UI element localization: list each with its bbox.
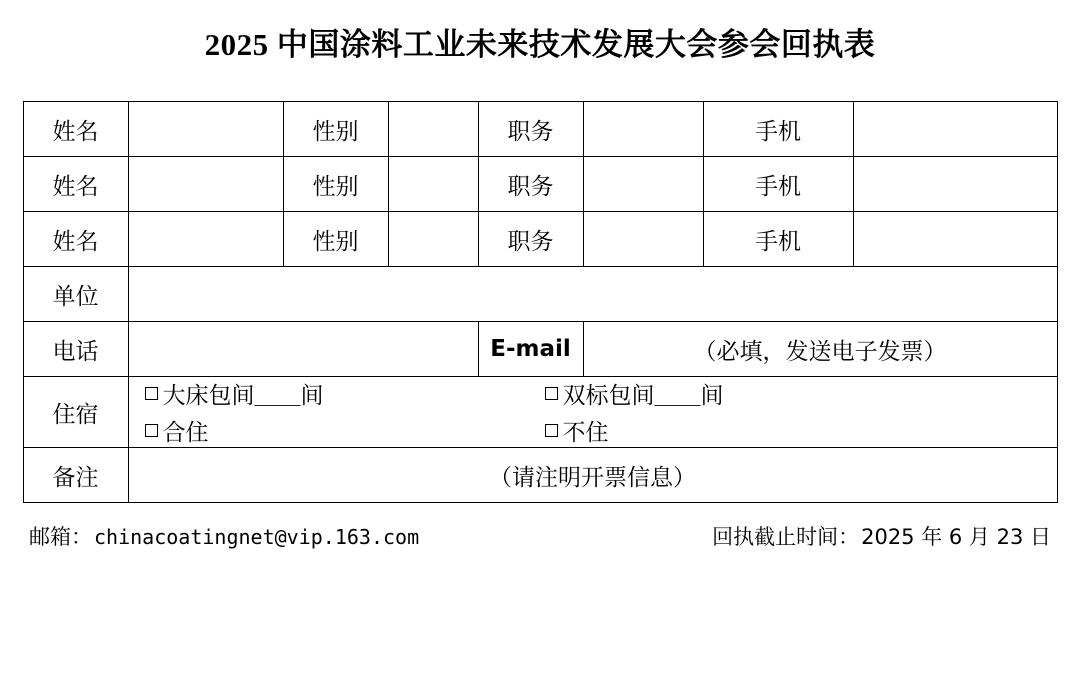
name-input-1[interactable] <box>128 102 283 157</box>
footer-email <box>29 521 419 551</box>
position-input-2[interactable] <box>583 157 703 212</box>
email-label: E-mail <box>478 322 583 377</box>
gender-input-2[interactable] <box>388 157 478 212</box>
table-row <box>23 448 1057 503</box>
mobile-input-3[interactable] <box>853 212 1057 267</box>
unit-input[interactable] <box>128 267 1057 322</box>
table-row <box>23 322 1057 377</box>
mobile-label-2: 手机 <box>703 157 853 212</box>
email-input[interactable]: （必填，发送电子发票） <box>583 322 1057 377</box>
footer-email-label: 邮箱： <box>29 525 92 550</box>
note-label: 备注 <box>23 448 128 503</box>
gender-label-2: 性别 <box>283 157 388 212</box>
gender-input-3[interactable] <box>388 212 478 267</box>
stay-option-twin-room[interactable] <box>545 377 724 410</box>
position-input-1[interactable] <box>583 102 703 157</box>
unit-label: 单位 <box>23 267 128 322</box>
mobile-input-2[interactable] <box>853 157 1057 212</box>
registration-receipt-table <box>23 101 1058 503</box>
checkbox-icon[interactable] <box>145 387 158 400</box>
checkbox-icon[interactable] <box>545 387 558 400</box>
phone-label: 电话 <box>23 322 128 377</box>
mobile-label-3: 手机 <box>703 212 853 267</box>
stay-option-king-room[interactable] <box>145 377 545 410</box>
note-input[interactable]: （请注明开票信息） <box>128 448 1057 503</box>
mobile-label-1: 手机 <box>703 102 853 157</box>
table-row <box>23 377 1057 448</box>
stay-option-label: 双标包间＿＿间 <box>562 383 724 410</box>
name-label-1: 姓名 <box>23 102 128 157</box>
stay-option-none[interactable] <box>545 414 609 447</box>
name-label-2: 姓名 <box>23 157 128 212</box>
gender-input-1[interactable] <box>388 102 478 157</box>
footer-deadline-label: 回执截止时间： <box>712 525 860 550</box>
position-input-3[interactable] <box>583 212 703 267</box>
position-label-1: 职务 <box>478 102 583 157</box>
name-input-2[interactable] <box>128 157 283 212</box>
position-label-3: 职务 <box>478 212 583 267</box>
table-row <box>23 157 1057 212</box>
name-input-3[interactable] <box>128 212 283 267</box>
stay-option-label: 不住 <box>562 420 609 447</box>
phone-input[interactable] <box>128 322 478 377</box>
table-row <box>23 267 1057 322</box>
gender-label-3: 性别 <box>283 212 388 267</box>
mobile-input-1[interactable] <box>853 102 1057 157</box>
footer <box>23 521 1057 551</box>
stay-options-cell <box>128 377 1057 448</box>
stay-option-shared[interactable] <box>145 414 545 447</box>
stay-option-label: 合住 <box>162 420 209 447</box>
checkbox-icon[interactable] <box>545 424 558 437</box>
footer-email-address[interactable]: chinacoatingnet@vip.163.com <box>94 525 420 550</box>
gender-label-1: 性别 <box>283 102 388 157</box>
position-label-2: 职务 <box>478 157 583 212</box>
checkbox-icon[interactable] <box>145 424 158 437</box>
stay-label: 住宿 <box>23 377 128 448</box>
footer-deadline-value: 2025 年 6 月 23 日 <box>861 525 1051 550</box>
stay-option-label: 大床包间＿＿间 <box>162 383 324 410</box>
table-row <box>23 102 1057 157</box>
name-label-3: 姓名 <box>23 212 128 267</box>
page-title: 2025 中国涂料工业未来技术发展大会参会回执表 <box>204 27 876 62</box>
footer-deadline <box>712 521 1051 551</box>
table-row <box>23 212 1057 267</box>
